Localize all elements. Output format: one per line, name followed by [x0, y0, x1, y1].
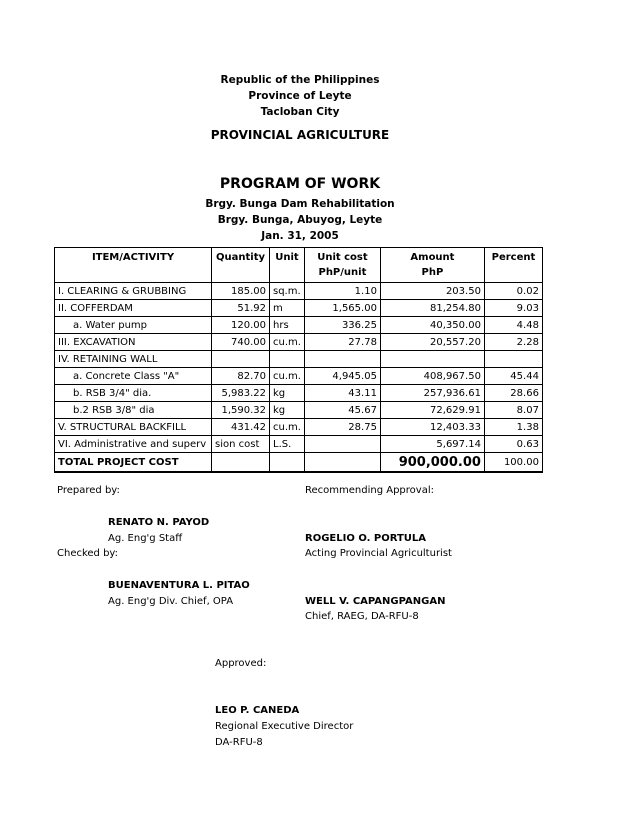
table-row [55, 368, 543, 385]
row-quantity: 431.42 [212, 419, 270, 436]
row-amount: 203.50 [380, 283, 484, 300]
row-unit-cost: 43.11 [304, 385, 380, 402]
prepared-by-name: RENATO N. PAYOD [108, 517, 210, 528]
document-title: PROGRAM OF WORK [219, 176, 381, 192]
row-unit: hrs [270, 317, 305, 334]
approved-org: DA-RFU-8 [215, 737, 263, 748]
row-percent: 0.02 [484, 283, 542, 300]
prepared-by-label: Prepared by: [57, 485, 120, 496]
table-row [55, 402, 543, 419]
table-row [55, 436, 543, 453]
project-name: Brgy. Bunga Dam Rehabilitation [205, 198, 395, 210]
unit-cost-sublabel: PhP/unit [318, 267, 367, 278]
row-unit-cost: 1.10 [304, 283, 380, 300]
row-percent: 0.63 [484, 436, 542, 453]
checked-by-title: Ag. Eng'g Div. Chief, OPA [108, 596, 234, 607]
total-row [55, 453, 543, 473]
row-item: a. Water pump [55, 317, 212, 334]
recommending-approval-label: Recommending Approval: [305, 485, 434, 496]
row-quantity [212, 351, 270, 368]
row-quantity: 185.00 [212, 283, 270, 300]
header-province: Province of Leyte [248, 90, 352, 102]
row-item: III. EXCAVATION [55, 334, 212, 351]
row-item: b.2 RSB 3/8" dia [55, 402, 212, 419]
program-of-work-table [54, 247, 543, 473]
row-unit [270, 351, 305, 368]
row-quantity: 740.00 [212, 334, 270, 351]
amount-label: Amount [410, 252, 455, 263]
total-label: TOTAL PROJECT COST [55, 453, 212, 473]
row-unit: cu.m. [270, 419, 305, 436]
row-amount: 40,350.00 [380, 317, 484, 334]
row-amount: 408,967.50 [380, 368, 484, 385]
recommending-name: ROGELIO O. PORTULA [305, 533, 427, 544]
total-unit-cost-empty [304, 453, 380, 473]
row-item: b. RSB 3/4" dia. [55, 385, 212, 402]
table-header-row [55, 248, 543, 283]
project-location: Brgy. Bunga, Abuyog, Leyte [217, 214, 383, 226]
row-unit: kg [270, 385, 305, 402]
total-percent: 100.00 [484, 453, 542, 473]
second-recommender-title: Chief, RAEG, DA-RFU-8 [305, 611, 419, 622]
approved-label: Approved: [215, 658, 267, 669]
row-amount: 5,697.14 [380, 436, 484, 453]
checked-by-label: Checked by: [57, 548, 118, 559]
recommending-title: Acting Provincial Agriculturist [305, 548, 452, 559]
row-item: a. Concrete Class "A" [55, 368, 212, 385]
row-percent: 4.48 [484, 317, 542, 334]
row-item: II. COFFERDAM [55, 300, 212, 317]
prepared-by-title: Ag. Eng'g Staff [108, 533, 183, 544]
approved-title: Regional Executive Director [215, 721, 354, 732]
row-unit-cost [304, 351, 380, 368]
total-amount: 900,000.00 [380, 453, 484, 473]
row-amount [380, 351, 484, 368]
unit-cost-label: Unit cost [317, 252, 368, 263]
row-amount: 20,557.20 [380, 334, 484, 351]
row-percent: 1.38 [484, 419, 542, 436]
col-unit-cost-header [304, 248, 380, 283]
row-unit: L.S. [270, 436, 305, 453]
row-unit: cu.m. [270, 334, 305, 351]
total-unit-empty [270, 453, 305, 473]
col-amount-header [380, 248, 484, 283]
total-quantity-empty [212, 453, 270, 473]
checked-by-name: BUENAVENTURA L. PITAO [108, 580, 250, 591]
col-quantity-header: Quantity [212, 248, 270, 283]
row-quantity: 51.92 [212, 300, 270, 317]
row-unit-cost: 1,565.00 [304, 300, 380, 317]
row-unit-cost: 336.25 [304, 317, 380, 334]
row-unit: m [270, 300, 305, 317]
row-item: VI. Administrative and superv [55, 436, 212, 453]
header-republic: Republic of the Philippines [220, 74, 380, 86]
row-percent [484, 351, 542, 368]
row-unit: sq.m. [270, 283, 305, 300]
table-row [55, 385, 543, 402]
row-percent: 45.44 [484, 368, 542, 385]
col-percent-header: Percent [484, 248, 542, 283]
row-item: I. CLEARING & GRUBBING [55, 283, 212, 300]
row-item-continued: sion cost [212, 436, 270, 453]
row-quantity: 1,590.32 [212, 402, 270, 419]
row-unit-cost: 4,945.05 [304, 368, 380, 385]
row-percent: 8.07 [484, 402, 542, 419]
row-quantity: 5,983.22 [212, 385, 270, 402]
approved-name: LEO P. CANEDA [215, 705, 300, 716]
row-quantity: 120.00 [212, 317, 270, 334]
row-unit: cu.m. [270, 368, 305, 385]
row-unit-cost: 27.78 [304, 334, 380, 351]
row-percent: 9.03 [484, 300, 542, 317]
header-city: Tacloban City [260, 106, 340, 118]
table-row [55, 283, 543, 300]
row-percent: 2.28 [484, 334, 542, 351]
table-row [55, 334, 543, 351]
table-row [55, 419, 543, 436]
row-unit-cost: 28.75 [304, 419, 380, 436]
table-row [55, 317, 543, 334]
row-unit: kg [270, 402, 305, 419]
second-recommender-name: WELL V. CAPANGPANGAN [305, 596, 446, 607]
row-unit-cost [304, 436, 380, 453]
row-quantity: 82.70 [212, 368, 270, 385]
row-item: IV. RETAINING WALL [55, 351, 212, 368]
amount-sublabel: PhP [421, 267, 444, 278]
row-amount: 81,254.80 [380, 300, 484, 317]
row-amount: 257,936.61 [380, 385, 484, 402]
row-amount: 12,403.33 [380, 419, 484, 436]
table-row [55, 351, 543, 368]
office-title: PROVINCIAL AGRICULTURE [210, 128, 390, 142]
row-percent: 28.66 [484, 385, 542, 402]
row-unit-cost: 45.67 [304, 402, 380, 419]
col-item-header: ITEM/ACTIVITY [55, 248, 212, 283]
document-date: Jan. 31, 2005 [261, 230, 339, 242]
table-row [55, 300, 543, 317]
col-unit-header: Unit [270, 248, 305, 283]
row-amount: 72,629.91 [380, 402, 484, 419]
row-item: V. STRUCTURAL BACKFILL [55, 419, 212, 436]
